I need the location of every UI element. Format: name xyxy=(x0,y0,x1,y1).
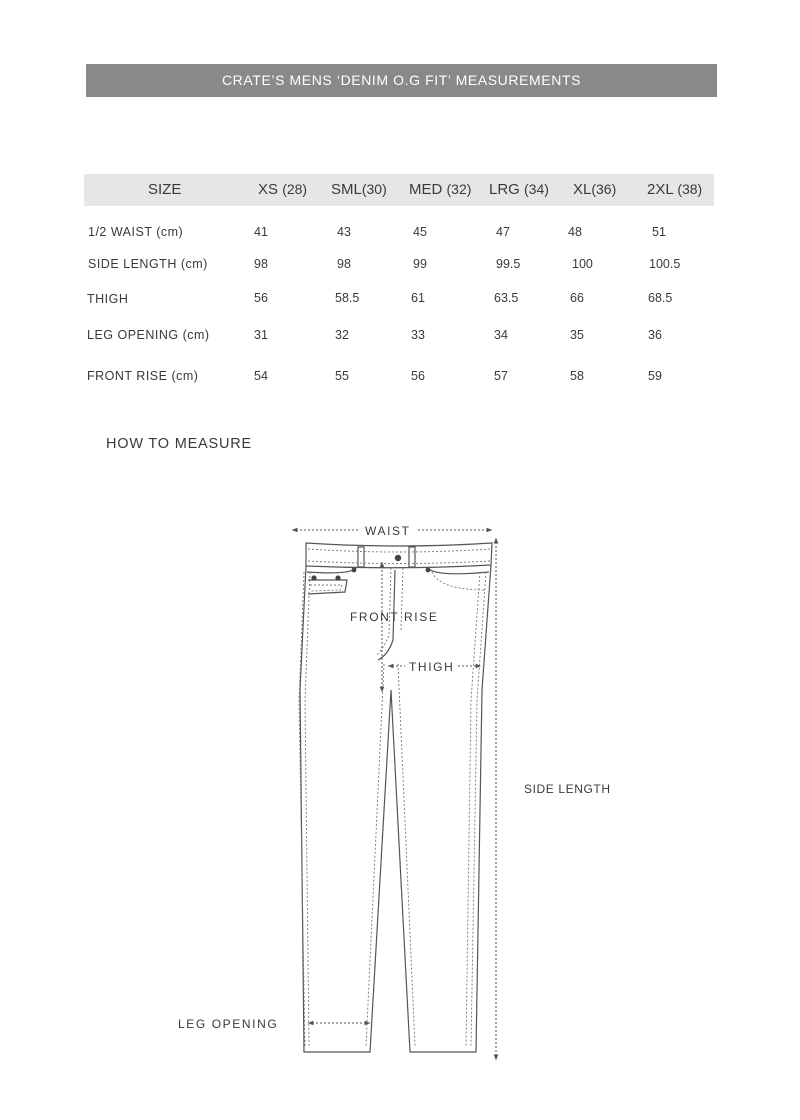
waist-label: WAIST xyxy=(365,524,411,538)
table-cell: 48 xyxy=(568,225,582,239)
size-col-sml: SML(30) xyxy=(331,181,387,198)
rivet-icon xyxy=(352,568,357,573)
how-to-measure-heading: HOW TO MEASURE xyxy=(106,436,253,452)
button-icon xyxy=(395,555,401,561)
rivet-icon xyxy=(335,575,340,580)
table-cell: 43 xyxy=(337,225,351,239)
table-cell: 100 xyxy=(572,257,593,271)
table-cell: 58.5 xyxy=(335,291,360,305)
table-cell: 54 xyxy=(254,369,268,383)
table-cell: 99 xyxy=(413,257,427,271)
table-cell: 32 xyxy=(335,328,349,342)
size-header: SIZE xyxy=(148,181,182,198)
table-cell: 68.5 xyxy=(648,291,673,305)
table-cell: 45 xyxy=(413,225,427,239)
size-col-xs: XS (28) xyxy=(258,181,308,198)
table-cell: 59 xyxy=(648,369,662,383)
table-cell: 98 xyxy=(337,257,351,271)
side-length-label: SIDE LENGTH xyxy=(524,782,611,796)
rivet-icon xyxy=(311,575,316,580)
row-label-side-length: SIDE LENGTH (cm) xyxy=(88,257,208,271)
table-cell: 56 xyxy=(254,291,268,305)
row-label-half-waist: 1/2 WAIST (cm) xyxy=(88,225,184,239)
table-cell: 51 xyxy=(652,225,666,239)
table-cell: 47 xyxy=(496,225,510,239)
table-cell: 58 xyxy=(570,369,584,383)
table-cell: 57 xyxy=(494,369,508,383)
table-cell: 35 xyxy=(570,328,584,342)
table-cell: 98 xyxy=(254,257,268,271)
table-cell: 99.5 xyxy=(496,257,521,271)
table-cell: 36 xyxy=(648,328,662,342)
thigh-label: THIGH xyxy=(409,660,455,674)
size-col-lrg: LRG (34) xyxy=(489,181,549,198)
row-label-leg-opening: LEG OPENING (cm) xyxy=(87,328,210,342)
table-cell: 55 xyxy=(335,369,349,383)
rivet-icon xyxy=(426,568,431,573)
row-label-thigh: THIGH xyxy=(87,292,129,306)
size-col-2xl: 2XL (38) xyxy=(647,181,703,198)
table-cell: 100.5 xyxy=(649,257,681,271)
table-cell: 61 xyxy=(411,291,425,305)
page-title: CRATE’S MENS ‘DENIM O.G FIT’ MEASUREMENTS xyxy=(86,64,717,97)
table-cell: 33 xyxy=(411,328,425,342)
table-cell: 31 xyxy=(254,328,268,342)
size-col-xl: XL(36) xyxy=(573,181,617,198)
table-cell: 34 xyxy=(494,328,508,342)
table-cell: 63.5 xyxy=(494,291,519,305)
table-cell: 56 xyxy=(411,369,425,383)
size-col-med: MED (32) xyxy=(409,181,472,198)
front-rise-label: FRONT RISE xyxy=(350,610,439,624)
row-label-front-rise: FRONT RISE (cm) xyxy=(87,369,199,383)
leg-opening-label: LEG OPENING xyxy=(178,1017,279,1031)
table-cell: 41 xyxy=(254,225,268,239)
table-cell: 66 xyxy=(570,291,584,305)
